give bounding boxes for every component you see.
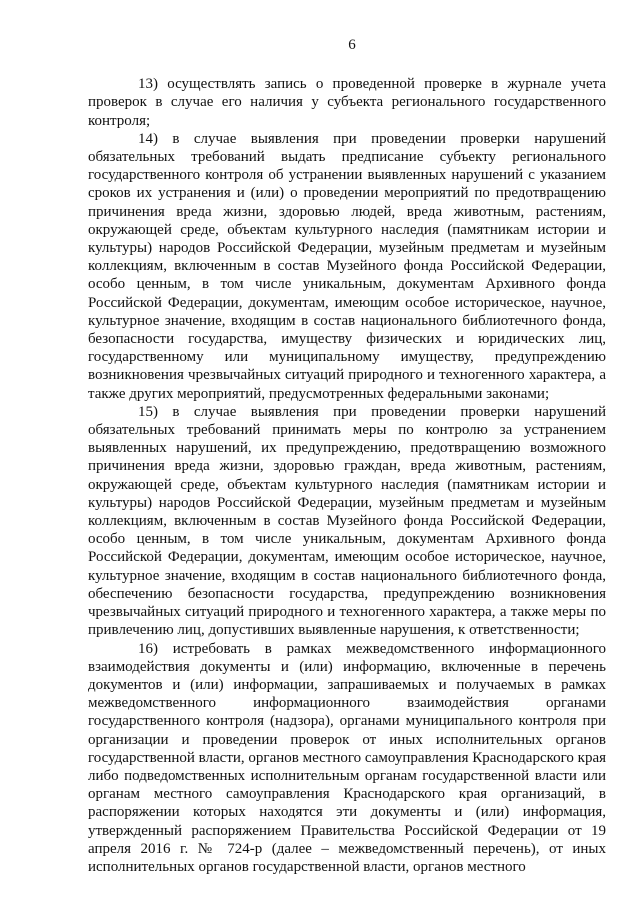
paragraph-item-15: 15) в случае выявления при проведении проверки нарушений обязательных требований принимать меры по контролю за устранением выявленных нарушений, их предупреждению, предотвращению возможного причинения вреда жизни, здоровью граждан, вреда животным, растениям, окружающей среде, объектам культурного наследия (памятникам истории и культуры) народов Российской Федерации, музейным предметам и музейным коллекциям, включенным в состав Музейного фонда Российской Федерации, особо ценным, в том числе уникальным, документам Архивного фонда Российской Федерации, документам, имеющим особое историческое, научное, культурное значение, входящим в состав национального библиотечного фонда, обеспечению безопасности государства, предупреждению возникновения чрезвычайных ситуаций природного и техногенного характера, а также меры по привлечению лиц, допустивших выявленные нарушения, к ответственности; xyxy=(88,403,606,639)
paragraph-item-14: 14) в случае выявления при проведении проверки нарушений обязательных требований выдать предписание субъекту регионального государственного контроля об устранении выявленных нарушений с указанием сроков их устранения и (или) о проведении мероприятий по предотвращению причинения вреда жизни, здоровью людей, вреда животным, растениям, окружающей среде, объектам культурного наследия (памятникам истории и культуры) народов Российской Федерации, музейным предметам и музейным коллекциям, включенным в состав Музейного фонда Российской Федерации, особо ценным, в том числе уникальным, документам Архивного фонда Российской Федерации, документам, имеющим особое историческое, научное, культурное значение, входящим в состав национального библиотечного фонда, безопасности государства, имуществу физических и юридических лиц, государственному или муниципальному имуществу, предупреждению возникновения чрезвычайных ситуаций природного и техногенного характера, а также других мероприятий, предусмотренных федеральными законами; xyxy=(88,130,606,402)
paragraph-item-16: 16) истребовать в рамках межведомственного информационного взаимодействия документы и (или) информацию, включенные в перечень документов и (или) информации, запрашиваемых и получаемых в рамках межведомственного информационного взаимодействия органами государственного контроля (надзора), органами муниципального контроля при организации и проведении проверок от иных исполнительных органов государственной власти, органов местного самоуправления Краснодарского края либо подведомственных исполнительным органам государственной власти или органам местного самоуправления Краснодарского края организаций, в распоряжении которых находятся эти документы и (или) информация, утвержденный распоряжением Правительства Российской Федерации от 19 апреля 2016 г. № 724-р (далее – межведомственный перечень), от иных исполнительных органов государственной власти, органов местного xyxy=(88,640,606,875)
paragraph-item-13: 13) осуществлять запись о проведенной проверке в журнале учета проверок в случае его наличия у субъекта регионального государственного контроля; xyxy=(88,76,606,129)
page-number: 6 xyxy=(348,37,356,53)
